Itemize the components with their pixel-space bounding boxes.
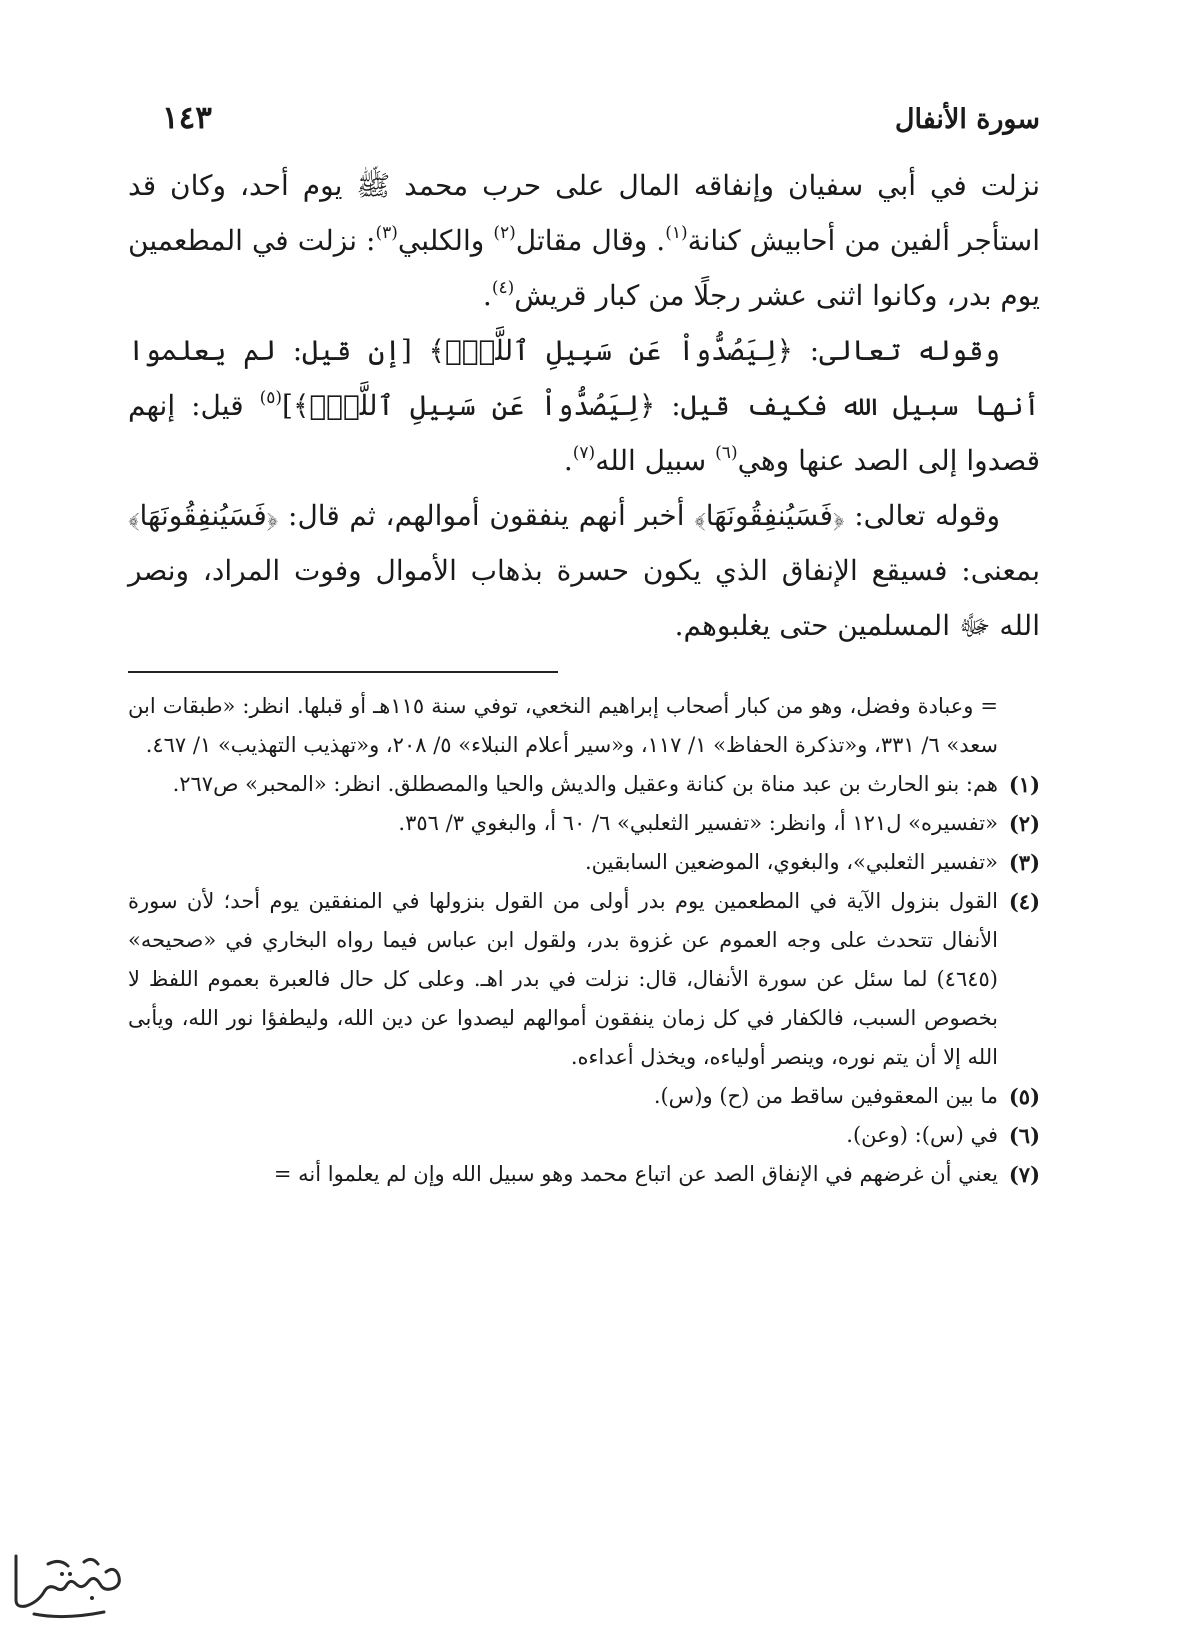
- footnote-number: (٢): [1008, 811, 1040, 836]
- footnote-ref-2: (٢): [493, 223, 516, 243]
- footnote-text: هم: بنو الحارث بن عبد مناة بن كنانة وعقيل والديش والحيا والمصطلق. انظر: «المحبر» ص٢٦٧.: [172, 772, 998, 796]
- quran-verse: ﴿لِيَصُدُّواْ عَن سَبِيلِ ٱللَّهِۚ﴾: [428, 334, 794, 367]
- footnote-ref-6: (٦): [715, 443, 738, 463]
- footnote-number: (٧): [1008, 1162, 1040, 1187]
- quran-verse: ﴿لِيَصُدُّواْ عَن سَبِيلِ ٱللَّهِۚ﴾: [292, 389, 656, 422]
- footnote-text: يعني أن غرضهم في الإنفاق الصد عن اتباع محمد وهو سبيل الله وإن لم يعلموا أنه =: [273, 1162, 998, 1186]
- footnote-text: ما بين المعقوفين ساقط من (ح) و(س).: [653, 1084, 998, 1108]
- paragraph-1: نزلت في أبي سفيان وإنفاقه المال على حرب محمد ﷺ يوم أحد، وكان قد استأجر ألفين من أحابيش كنانة$^{(١)}$. وقال مقاتل$^{(٢)}$ والكلبي$^{(٣)}$: نزلت في المطعمين يوم بدر، وكانوا اثنى عشر رجلًا من كبار قريش$^{(٤)}$.: [128, 169, 1040, 312]
- footnote-3: [128, 843, 1040, 882]
- footnote-text: في (س): (وعن).: [846, 1123, 998, 1147]
- footnote-2: [128, 804, 1040, 843]
- footnote-ref-7: (٧): [572, 443, 596, 463]
- page-header: [128, 96, 1040, 158]
- footnotes: [128, 687, 1040, 1194]
- footnote-text: «تفسير الثعلبي»، والبغوي، الموضعين السابقين.: [584, 850, 998, 874]
- footnote-continuation: = وعبادة وفضل، وهو من كبار أصحاب إبراهيم النخعي، توفي سنة ١١٥هـ أو قبلها. انظر: «طبقات ابن سعد» ٦/ ٣٣١، و«تذكرة الحفاظ» ١/ ١١٧، و«سير أعلام النبلاء» ٥/ ٢٠٨، و«تهذيب التهذيب» ١/ ٤٦٧.: [128, 694, 998, 757]
- footnote-ref-4: (٤): [491, 278, 515, 298]
- logo-calligraphy-icon: [4, 1544, 134, 1624]
- footnote-5: [128, 1077, 1040, 1116]
- footnote-4: [128, 882, 1040, 1077]
- footnote-number: (١): [1008, 772, 1040, 797]
- book-page: [128, 96, 1040, 1194]
- footnote-number: (٤): [1008, 889, 1040, 914]
- quran-verse: ﴿فَسَيُنفِقُونَهَا﴾: [128, 499, 279, 532]
- paragraph-3: وقوله تعالى: ﴿فَسَيُنفِقُونَهَا﴾ أخبر أنهم ينفقون أموالهم، ثم قال: ﴿فَسَيُنفِقُونَهَا﴾ بمعنى: فسيقع الإنفاق الذي يكون حسرة بذهاب الأموال وفوت المراد، ونصر الله ﷻ المسلمين حتى يغلبوهم.: [128, 499, 1040, 642]
- footnote-number: (٥): [1008, 1084, 1040, 1109]
- footnote-6: [128, 1116, 1040, 1155]
- surah-title: سورة الأنفال: [894, 104, 1040, 135]
- footnote-number: (٣): [1008, 850, 1040, 875]
- footnote-text: القول بنزول الآية في المطعمين يوم بدر أولى من القول بنزولها في المنفقين يوم أحد؛ لأن سورة الأنفال تتحدث على وجه العموم عن غزوة بدر، ولقول ابن عباس فيما رواه البخاري في «صحيحه» (٤٦٤٥) لما سئل عن سورة الأنفال، قال: نزلت في بدر اهـ. وعلى كل حال فالعبرة بعموم اللفظ لا بخصوص السبب، فالكفار في كل زمان ينفقون أموالهم ليصدوا عن دين الله، وليطفؤا نور الله، ويأبى الله إلا أن يتم نوره، وينصر أولياءه، ويخذل أعداءه.: [128, 889, 998, 1069]
- page-number: ١٤٣: [162, 100, 212, 136]
- footnote-7: [128, 1155, 1040, 1194]
- quran-verse: ﴿فَسَيُنفِقُونَهَا﴾: [694, 499, 845, 532]
- footnote-ref-5: (٥): [259, 388, 283, 408]
- footnote-divider: [128, 671, 558, 673]
- footnote-1: [128, 765, 1040, 804]
- footnote-number: (٦): [1008, 1123, 1040, 1148]
- watermark-logo-icon: [4, 1544, 134, 1624]
- footnote-text: «تفسيره» ل١٢١ أ، وانظر: «تفسير الثعلبي» ٦/ ٦٠ أ، والبغوي ٣/ ٣٥٦.: [398, 811, 998, 835]
- main-text: [128, 158, 1040, 653]
- footnote-ref-3: (٣): [375, 223, 398, 243]
- footnote-ref-1: (١): [665, 223, 688, 243]
- paragraph-2: وقوله تعالى: ﴿لِيَصُدُّواْ عَن سَبِيلِ ٱللَّهِۚ﴾ [إن قيل: لم يعلموا أنها سبيل الله فكيف قيل: ﴿لِيَصُدُّواْ عَن سَبِيلِ ٱللَّهِۚ﴾]$^{(٥)}$ قيل: إنهم قصدوا إلى الصد عنها وهي$^{(٦)}$ سبيل الله$^{(٧)}$.: [128, 334, 1041, 477]
